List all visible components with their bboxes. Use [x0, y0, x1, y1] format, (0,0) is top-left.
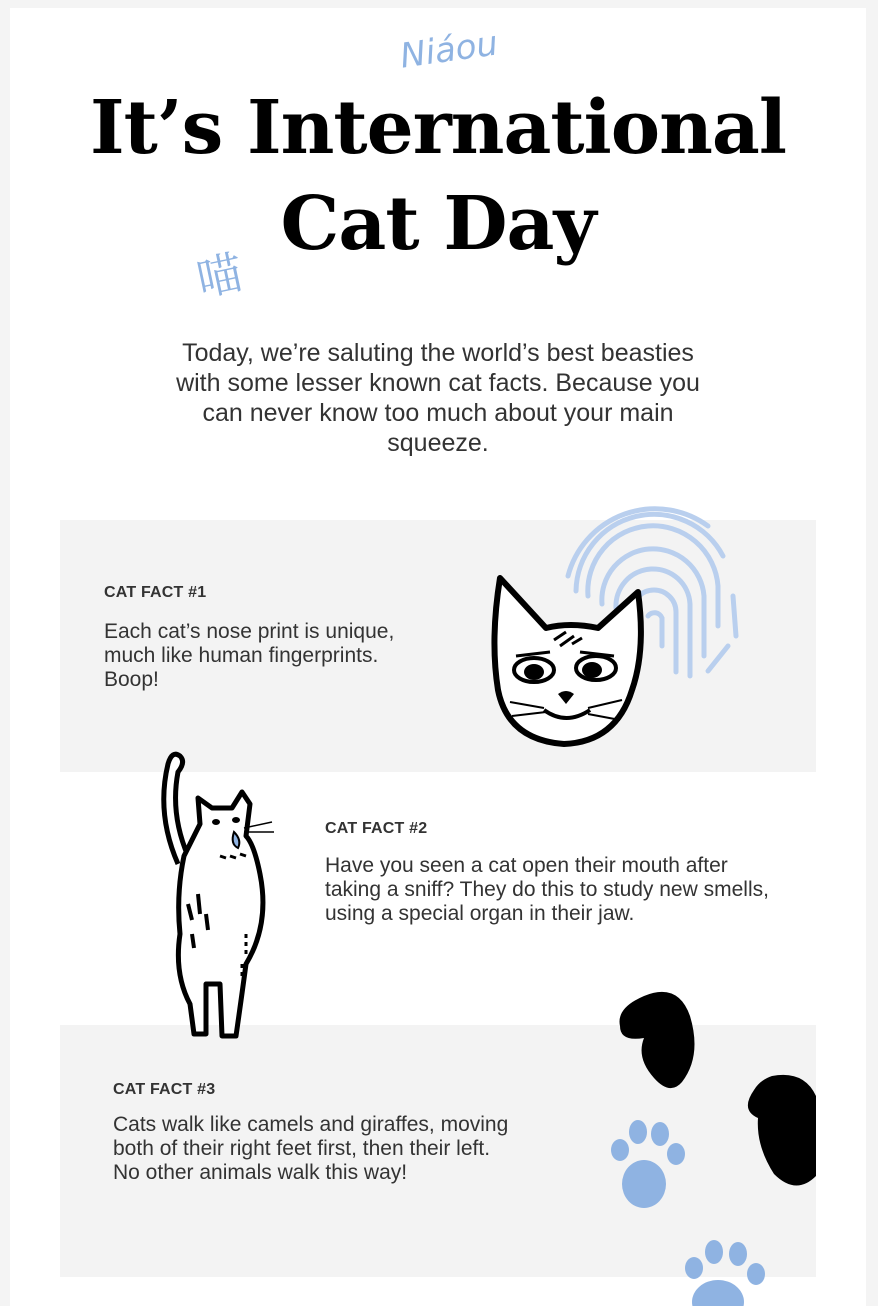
fact-1-text: Each cat’s nose print is unique, much like human fingerprints. Boop! — [104, 620, 395, 691]
meow-greek-doodle: Niáou — [397, 23, 501, 77]
cat-face-icon — [488, 570, 648, 750]
meow-chinese-doodle: 喵 — [191, 244, 248, 308]
title-line-2: Cat Day — [280, 181, 596, 267]
fact-2-label: CAT FACT #2 — [325, 820, 428, 837]
standing-cat-icon — [150, 744, 290, 1044]
title-line-1: It’s International — [90, 85, 786, 171]
paw-print-icon — [611, 1120, 685, 1208]
intro-paragraph: Today, we’re saluting the world’s best beasties with some lesser known cat facts. Because you can never know too much about your main squeeze. — [176, 339, 700, 457]
fact-2-text: Have you seen a cat open their mouth after taking a sniff? They do this to study new smells, using a special organ in their jaw. — [325, 854, 769, 925]
paw-print-icon — [685, 1240, 765, 1306]
fact-1-label: CAT FACT #1 — [104, 584, 207, 601]
fact-3-label: CAT FACT #3 — [113, 1081, 216, 1098]
page-title — [10, 80, 866, 272]
email-body — [10, 8, 866, 1306]
fact-3-text: Cats walk like camels and giraffes, moving both of their right feet first, then their left. No other animals walk this way! — [113, 1113, 509, 1184]
paw-prints-group — [590, 986, 820, 1306]
hoof-print-icon — [620, 992, 817, 1186]
